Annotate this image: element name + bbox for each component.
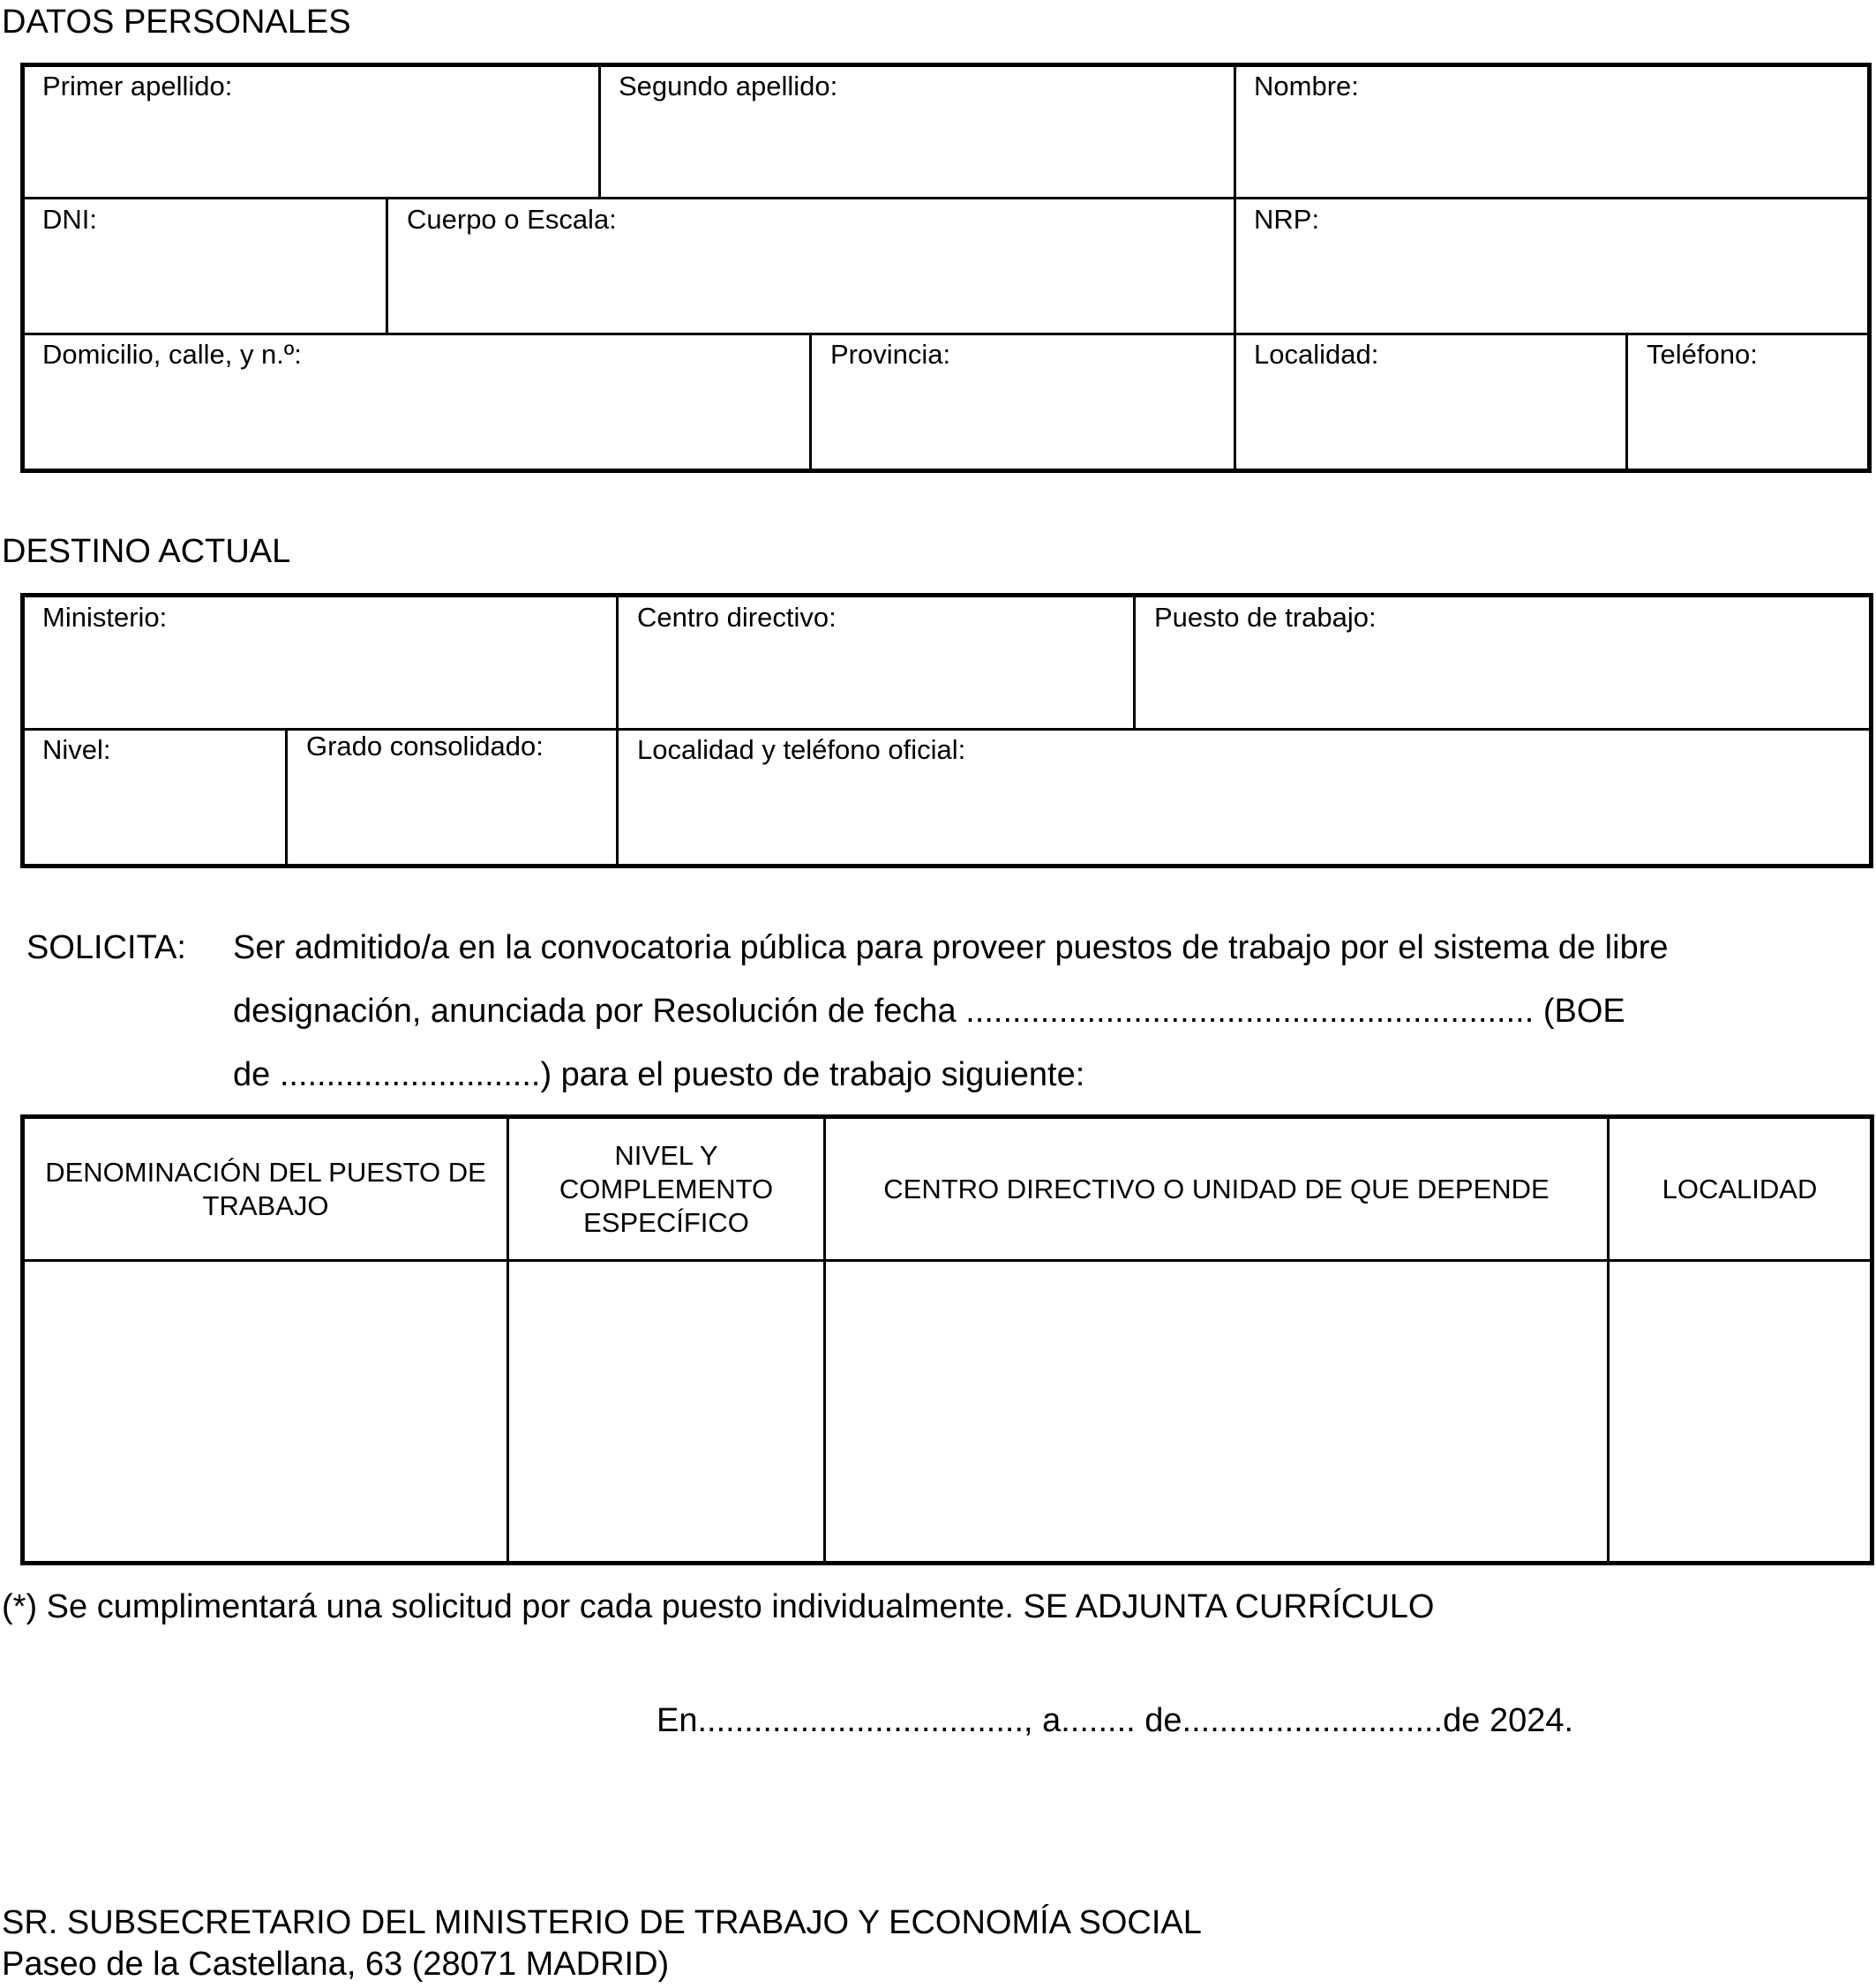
row-divider xyxy=(20,197,1872,199)
row-divider xyxy=(20,333,1872,335)
field-localidad-telefono[interactable]: Localidad y teléfono oficial: xyxy=(637,734,966,765)
field-nivel[interactable]: Nivel: xyxy=(42,734,111,765)
col-divider xyxy=(285,728,288,868)
col-divider xyxy=(809,333,812,473)
solicita-label: SOLICITA: xyxy=(26,929,186,966)
field-centro-directivo[interactable]: Centro directivo: xyxy=(637,602,837,633)
col-divider xyxy=(1133,593,1136,730)
col-divider xyxy=(598,63,601,199)
table-header-centro-directivo: CENTRO DIRECTIVO O UNIDAD DE QUE DEPENDE xyxy=(883,1173,1550,1204)
field-primer-apellido[interactable]: Primer apellido: xyxy=(42,71,233,101)
cell-nivel[interactable] xyxy=(509,1262,823,1561)
row-divider xyxy=(20,728,1873,731)
solicita-text-line2: designación, anunciada por Resolución de fecha ............................................................. (BOE xyxy=(233,993,1625,1030)
col-divider xyxy=(616,593,619,868)
col-divider xyxy=(1234,63,1236,473)
solicita-text-line1: Ser admitido/a en la convocatoria pública para proveer puestos de trabajo por el sistema de libre xyxy=(233,929,1669,966)
addressee-line1: SR. SUBSECRETARIO DEL MINISTERIO DE TRABAJO Y ECONOMÍA SOCIAL xyxy=(2,1904,1202,1941)
section-title-personal: DATOS PERSONALES xyxy=(2,4,351,41)
table-header-nivel: NIVEL Y COMPLEMENTO ESPECÍFICO xyxy=(559,1139,774,1238)
col-divider xyxy=(1625,333,1628,473)
cell-denominacion[interactable] xyxy=(25,1262,507,1561)
field-dni[interactable]: DNI: xyxy=(42,204,97,235)
field-nombre[interactable]: Nombre: xyxy=(1254,71,1359,101)
field-cuerpo-escala[interactable]: Cuerpo o Escala: xyxy=(407,204,617,235)
personal-data-box xyxy=(20,63,1872,473)
field-domicilio[interactable]: Domicilio, calle, y n.º: xyxy=(42,339,302,370)
field-localidad[interactable]: Localidad: xyxy=(1254,339,1379,370)
field-telefono[interactable]: Teléfono: xyxy=(1647,339,1758,370)
cell-localidad[interactable] xyxy=(1610,1262,1870,1561)
table-header-localidad: LOCALIDAD xyxy=(1662,1173,1818,1204)
cell-centro-directivo[interactable] xyxy=(826,1262,1607,1561)
date-line: En..................................., a........ de............................de 2024. xyxy=(657,1702,1574,1739)
footnote: (*) Se cumplimentará una solicitud por cada puesto individualmente. SE ADJUNTA CURRÍCULO xyxy=(2,1588,1435,1625)
field-ministerio[interactable]: Ministerio: xyxy=(42,602,168,633)
field-provincia[interactable]: Provincia: xyxy=(830,339,951,370)
section-title-destino: DESTINO ACTUAL xyxy=(2,533,291,570)
field-segundo-apellido[interactable]: Segundo apellido: xyxy=(619,71,838,101)
field-grado-consolidado[interactable]: Grado consolidado: xyxy=(306,731,544,761)
field-puesto-trabajo[interactable]: Puesto de trabajo: xyxy=(1154,602,1377,633)
addressee-line2: Paseo de la Castellana, 63 (28071 MADRID) xyxy=(2,1946,670,1983)
solicita-text-line3: de ............................) para el puesto de trabajo siguiente: xyxy=(233,1056,1085,1093)
col-divider xyxy=(386,197,388,334)
destino-box xyxy=(20,593,1873,868)
table-header-denominacion: DENOMINACIÓN DEL PUESTO DE TRABAJO xyxy=(45,1156,486,1221)
field-nrp[interactable]: NRP: xyxy=(1254,204,1320,235)
